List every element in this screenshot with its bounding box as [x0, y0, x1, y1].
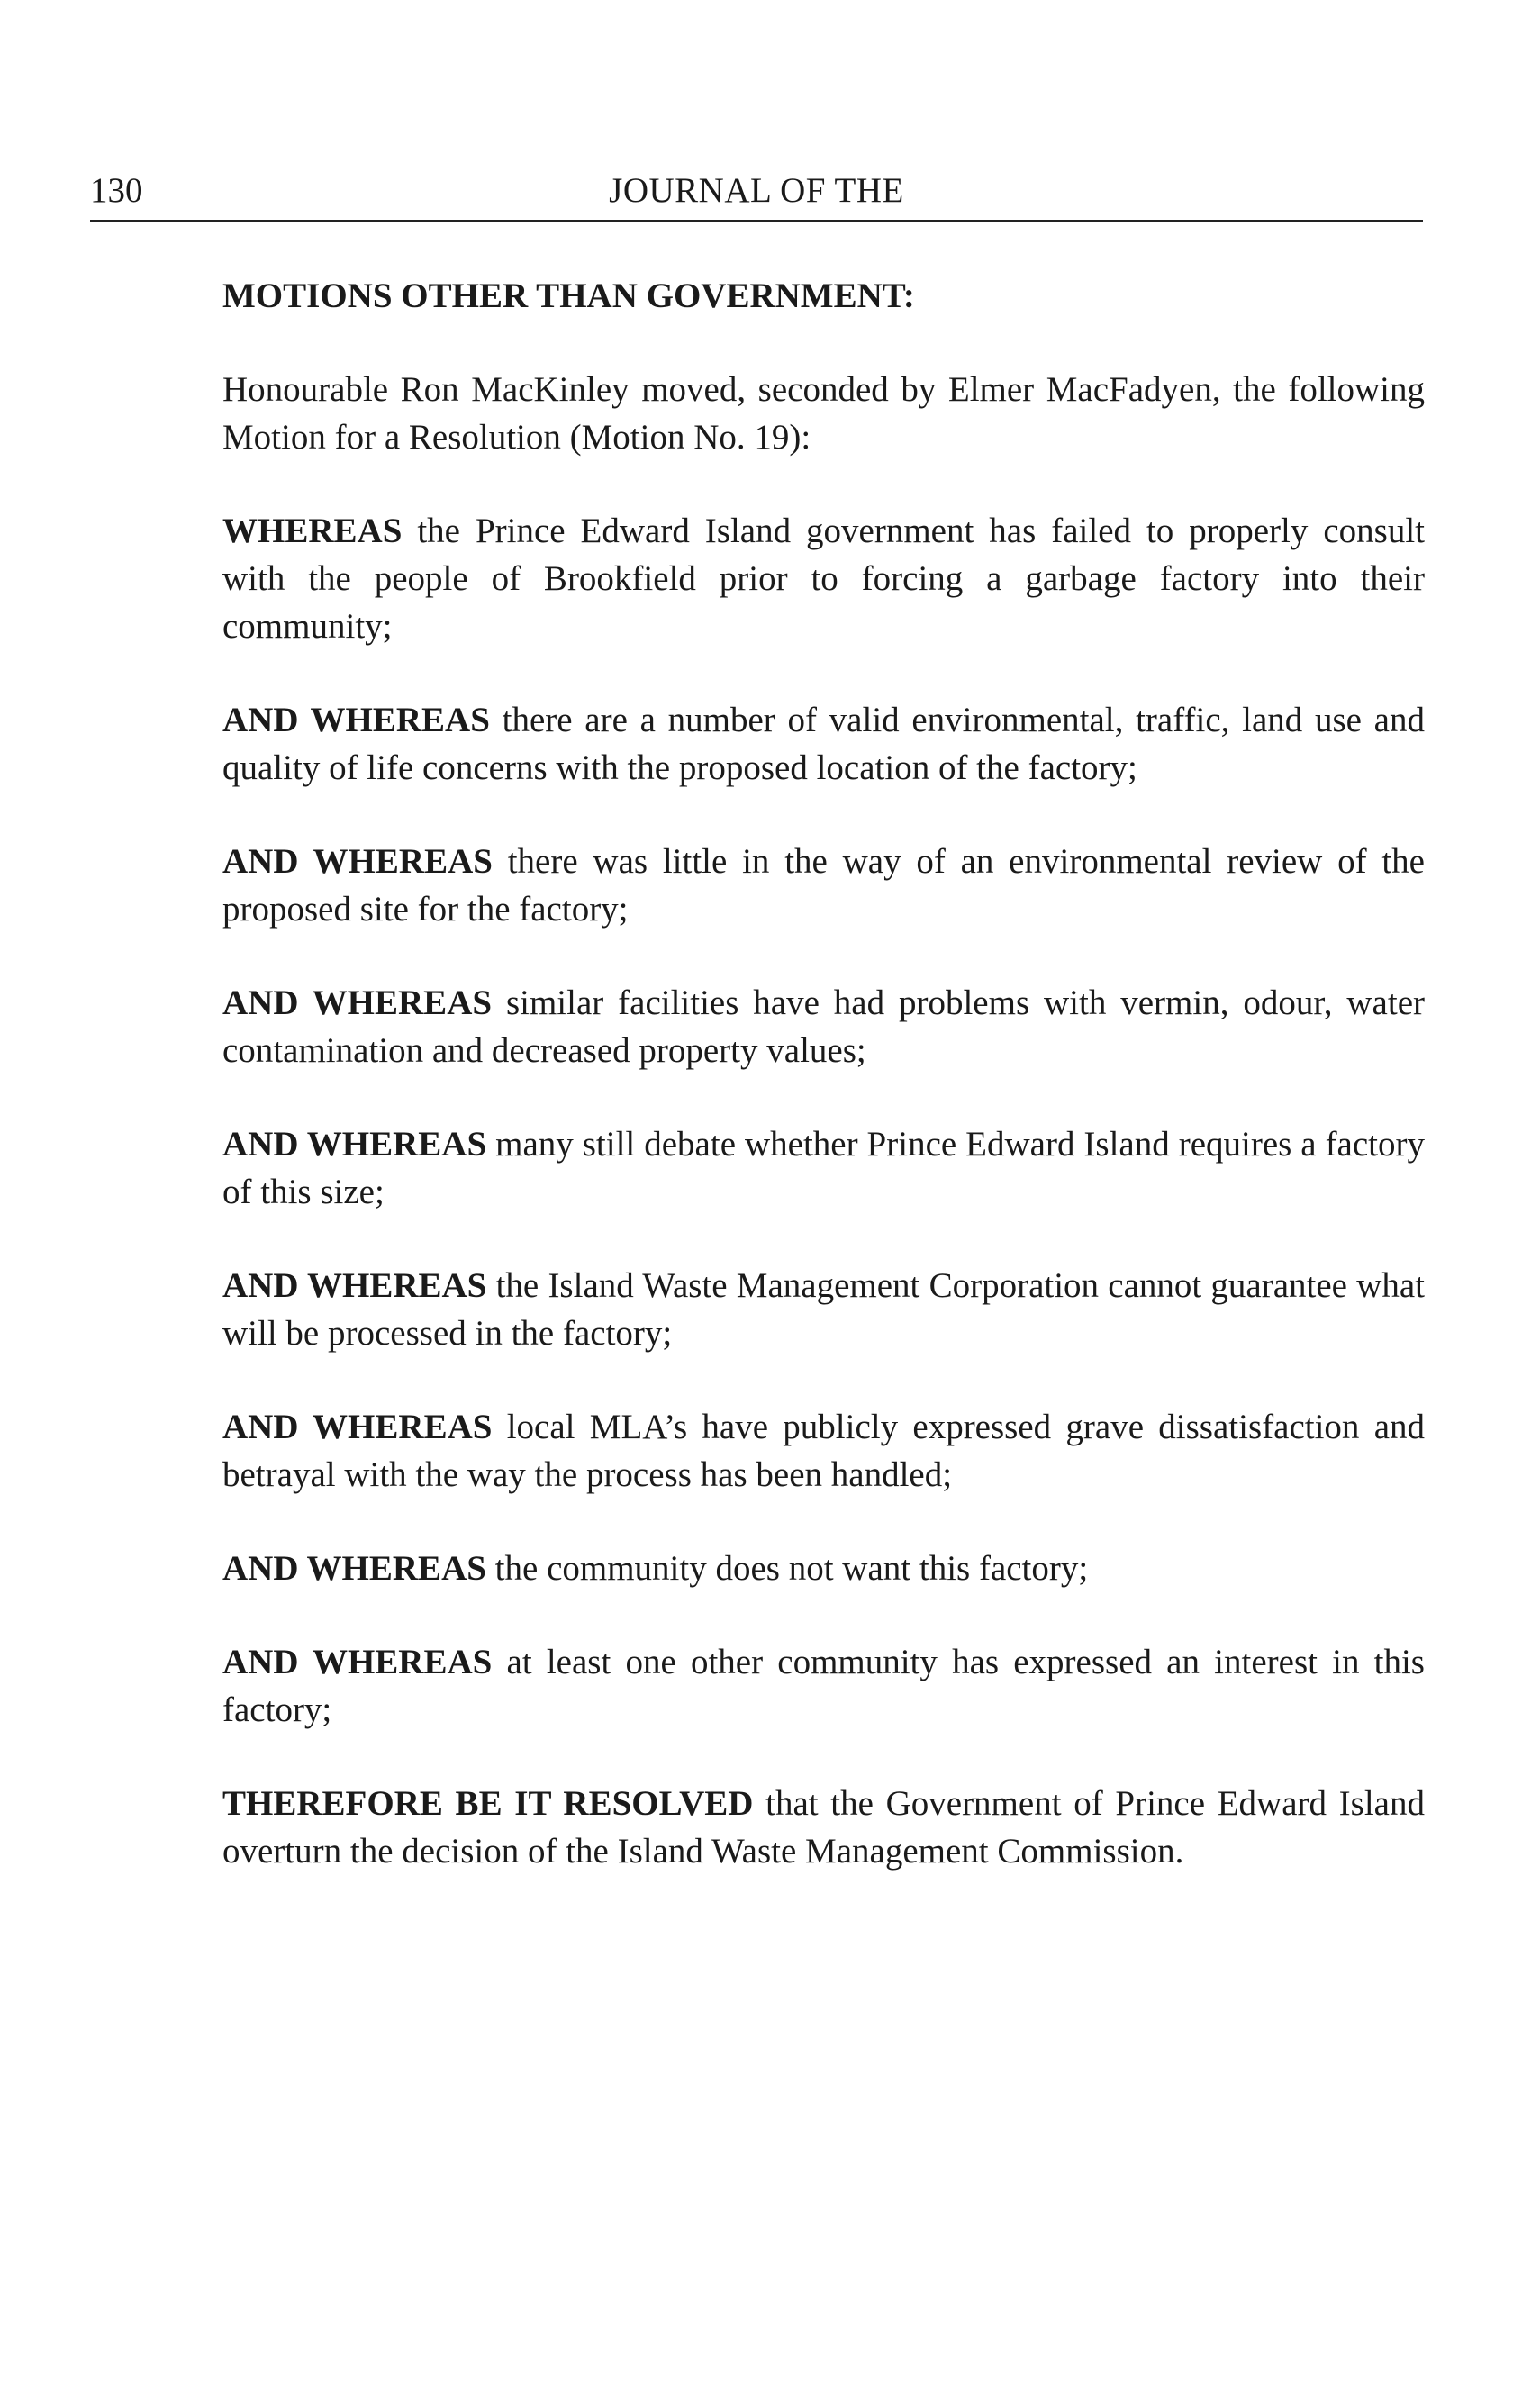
- clause-text: that the Government of Prince Edward Island overturn the decision of the Island Waste Management Commission.: [222, 1784, 1425, 1871]
- clause-text: the Prince Edward Island government has failed to properly consult with the people of Brookfield prior to forcing a garbage factory into their community;: [222, 512, 1425, 646]
- clause-lead: AND WHEREAS: [222, 1549, 486, 1588]
- clause-text: the Island Waste Management Corporation cannot guarantee what will be processed in the factory;: [222, 1266, 1425, 1353]
- clause-lead: AND WHEREAS: [222, 1643, 493, 1681]
- whereas-clause: [222, 838, 1425, 933]
- running-header: [90, 169, 1423, 222]
- section-heading: MOTIONS OTHER THAN GOVERNMENT:: [222, 276, 915, 315]
- clause-text: there are a number of valid environmental, traffic, land use and quality of life concerns with the proposed location of the factory;: [222, 701, 1425, 787]
- clause-lead: AND WHEREAS: [222, 1408, 493, 1446]
- journal-title: JOURNAL OF THE: [609, 171, 904, 210]
- whereas-clause: [222, 1262, 1425, 1357]
- clause-text: the community does not want this factory;: [485, 1549, 1089, 1588]
- clause-lead: AND WHEREAS: [222, 842, 493, 881]
- journal-body: [222, 272, 1425, 1921]
- whereas-clause: [222, 1545, 1425, 1592]
- clause-text: many still debate whether Prince Edward Island requires a factory of this size;: [222, 1125, 1425, 1211]
- clause-lead: THEREFORE BE IT RESOLVED: [222, 1784, 754, 1823]
- motion-intro: Honourable Ron MacKinley moved, seconded by Elmer MacFadyen, the following Motion for a Resolution (Motion No. 19):: [222, 370, 1425, 457]
- clause-lead: AND WHEREAS: [222, 983, 493, 1022]
- clause-text: at least one other community has expressed an interest in this factory;: [222, 1643, 1425, 1729]
- clause-text: there was little in the way of an environmental review of the proposed site for the factory;: [222, 842, 1425, 929]
- clause-text: similar facilities have had problems with vermin, odour, water contamination and decreased property values;: [222, 983, 1425, 1070]
- whereas-clause: [222, 1638, 1425, 1734]
- clause-lead: AND WHEREAS: [222, 701, 490, 739]
- whereas-clause: [222, 507, 1425, 650]
- clause-lead: WHEREAS: [222, 512, 403, 550]
- page-number: 130: [90, 171, 143, 210]
- whereas-clause: [222, 979, 1425, 1074]
- clause-lead: AND WHEREAS: [222, 1266, 487, 1305]
- clause-text: local MLA’s have publicly expressed grave dissatisfaction and betrayal with the way the process has been handled;: [222, 1408, 1426, 1494]
- whereas-clause: [222, 696, 1425, 792]
- whereas-clause: [222, 1120, 1425, 1216]
- whereas-clause: [222, 1403, 1425, 1499]
- clause-lead: AND WHEREAS: [222, 1125, 487, 1164]
- resolved-clause: [222, 1780, 1425, 1875]
